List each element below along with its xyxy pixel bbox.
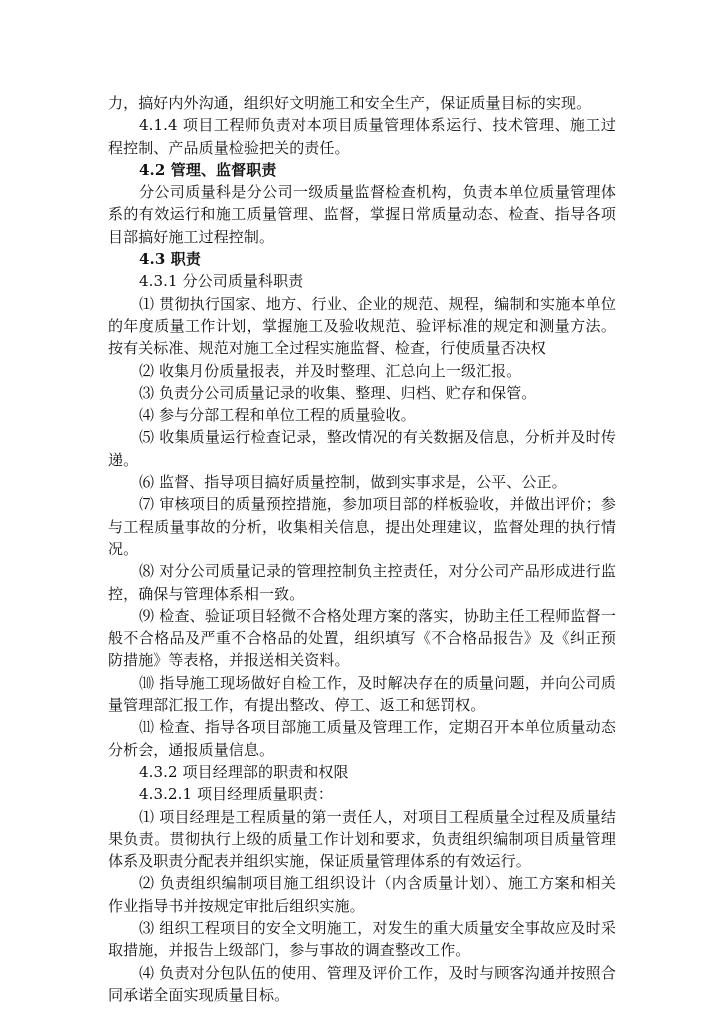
subsection-heading: 4.3.2 项目经理部的职责和权限 xyxy=(139,762,349,781)
list-item: ⑷ 负责对分包队伍的使用、管理及评价工作，及时与顾客沟通并按照合同承诺全面实现质量目标。 xyxy=(108,963,616,1004)
section-heading: 4.2 管理、监督职责 xyxy=(139,160,277,179)
paragraph: 分公司质量科是分公司一级质量监督检查机构，负责本单位质量管理体系的有效运行和施工质量管理、监督，掌握日常质量动态、检查、指导各项目部搞好施工过程控制。 xyxy=(108,183,616,246)
list-item: ⑹ 监督、指导项目搞好质量控制，做到实事求是，公平、公正。 xyxy=(139,473,567,492)
list-item: ⑶ 组织工程项目的安全文明施工，对发生的重大质量安全事故应及时采取措施，并报告上级部门，参与事故的调查整改工作。 xyxy=(108,918,616,960)
list-item: ⑴ 贯彻执行国家、地方、行业、企业的规范、规程，编制和实施本单位的年度质量工作计划，掌握施工及验收规范、验评标准的规定和测量方法。按有关标准、规范对施工全过程实施监督、检查，行使质量否决权 xyxy=(108,294,616,358)
list-item: ⑵ 负责组织编制项目施工组织设计（内含质量计划）、施工方案和相关作业指导书并按规定审批后组织实施。 xyxy=(108,874,616,915)
list-item: ⑸ 收集质量运行检查记录，整改情况的有关数据及信息，分析并及时传递。 xyxy=(108,428,616,469)
paragraph: 4.1.4 项目工程师负责对本项目质量管理体系运行、技术管理、施工过程控制、产品质量检验把关的责任。 xyxy=(108,116,616,157)
list-item: ⑾ 检查、指导各项目部施工质量及管理工作，定期召开本单位质量动态分析会，通报质量信息。 xyxy=(108,718,616,759)
list-item: ⑺ 审核项目的质量预控措施，参加项目部的样板验收，并做出评价；参与工程质量事故的分析，收集相关信息，提出处理建议，监督处理的执行情况。 xyxy=(108,495,616,558)
section-heading: 4.3 职责 xyxy=(139,250,201,269)
list-item: ⑻ 对分公司质量记录的管理控制负主控责任，对分公司产品形成进行监控，确保与管理体系相一致。 xyxy=(108,562,616,603)
list-item: ⑴ 项目经理是工程质量的第一责任人，对项目工程质量全过程及质量结果负责。贯彻执行上级的质量工作计划和要求，负责组织编制项目质量管理体系及职责分配表并组织实施，保证质量管理体系的有效运行。 xyxy=(108,807,616,871)
subsection-heading: 4.3.1 分公司质量科职责 xyxy=(139,272,304,291)
paragraph: 力，搞好内外沟通，组织好文明施工和安全生产，保证质量目标的实现。 xyxy=(108,94,592,112)
document-body xyxy=(108,92,616,1006)
subsection-heading: 4.3.2.1 项目经理质量职责： xyxy=(139,785,333,804)
list-item: ⑷ 参与分部工程和单位工程的质量验收。 xyxy=(139,406,416,425)
list-item: ⑶ 负责分公司质量记录的收集、整理、归档、贮存和保管。 xyxy=(139,383,537,402)
list-item: ⑵ 收集月份质量报表，并及时整理、汇总向上一级汇报。 xyxy=(139,361,522,380)
list-item: ⑼ 检查、验证项目轻微不合格处理方案的落实，协助主任工程师监督一般不合格品及严重不合格品的处置，组织填写《不合格品报告》及《纠正预防措施》等表格，并报送相关资料。 xyxy=(108,606,616,670)
list-item: ⑽ 指导施工现场做好自检工作，及时解决存在的质量问题，并向公司质量管理部汇报工作，有提出整改、停工、返工和惩罚权。 xyxy=(108,673,616,715)
